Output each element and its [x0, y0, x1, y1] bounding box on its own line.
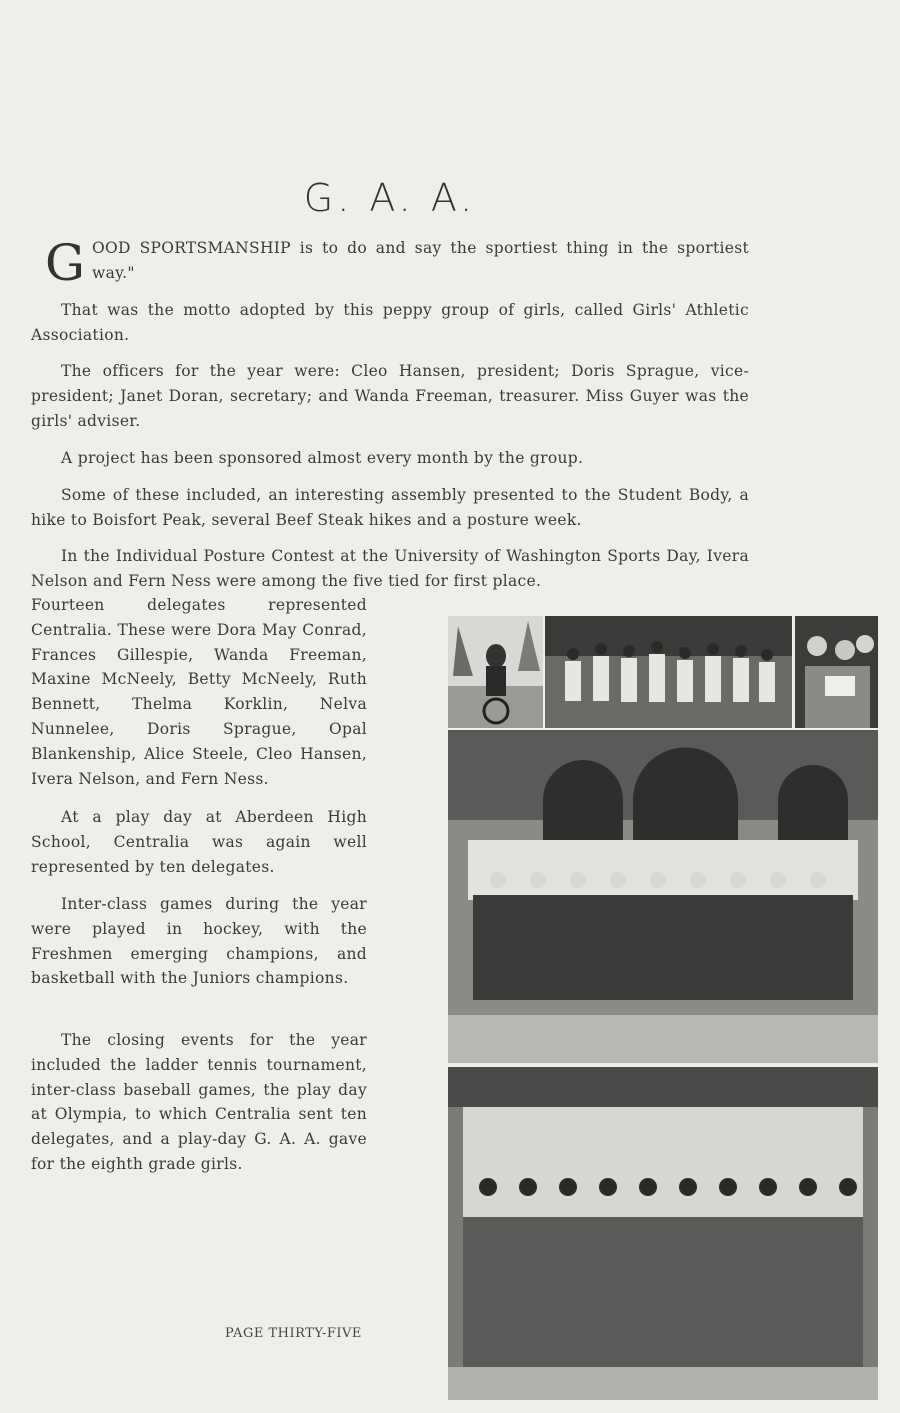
page-title: G. A. A. [303, 176, 477, 220]
paragraph-officers: The officers for the year were: Cleo Hansen, president; Doris Sprague, vice-president; Janet Doran, secretary; and Wanda Freeman, treasurer. Miss Guyer was the girls' adviser. [31, 362, 749, 430]
paragraph-aberdeen: At a play day at Aberdeen High School, Centralia was again well represented by ten delegates. [31, 808, 367, 876]
page-number: PAGE THIRTY-FIVE [225, 1326, 362, 1341]
paragraph-delegates: Fourteen delegates represented Centralia. These were Dora May Conrad, Frances Gillespie, Wanda Freeman, Maxine McNeely, Betty McNeely, Ruth Bennett, Thelma Korklin, Nelva Nunnelee, Doris Sprague, Opal Blankenship, Alice Steele, Cleo Hansen, Ivera Nelson, and Fern Ness. [31, 596, 367, 788]
photo-bicycle-girls [448, 616, 543, 728]
photo-group-reading [795, 616, 878, 728]
paragraph-motto: OOD SPORTSMANSHIP is to do and say the sportiest thing in the sportiest way." [92, 239, 749, 282]
paragraph-posture-contest: In the Individual Posture Contest at the University of Washington Sports Day, Ivera Nelson and Fern Ness were among the five tied for first place. [31, 547, 749, 590]
paragraph-closing: The closing events for the year included the ladder tennis tournament, inter-class baseball games, the play day at Olympia, to which Centralia sent ten delegates, and a play-day G. A. A. gave for the eighth grade girls. [31, 1031, 367, 1173]
paragraph-activities: Some of these included, an interesting assembly presented to the Student Body, a hike to Boisfort Peak, several Beef Steak hikes and a posture week. [31, 486, 749, 529]
paragraph-motto-intro: That was the motto adopted by this peppy group of girls, called Girls' Athletic Association. [31, 301, 749, 344]
photo-girls-on-steps [545, 616, 792, 728]
paragraph-projects: A project has been sponsored almost every month by the group. [61, 449, 584, 467]
drop-cap: G [45, 234, 85, 292]
photo-gaa-group-1 [448, 730, 878, 1063]
photo-gaa-group-2 [448, 1067, 878, 1400]
paragraph-interclass: Inter-class games during the year were played in hockey, with the Freshmen emerging champions, and basketball with the Juniors champions. [31, 895, 367, 988]
